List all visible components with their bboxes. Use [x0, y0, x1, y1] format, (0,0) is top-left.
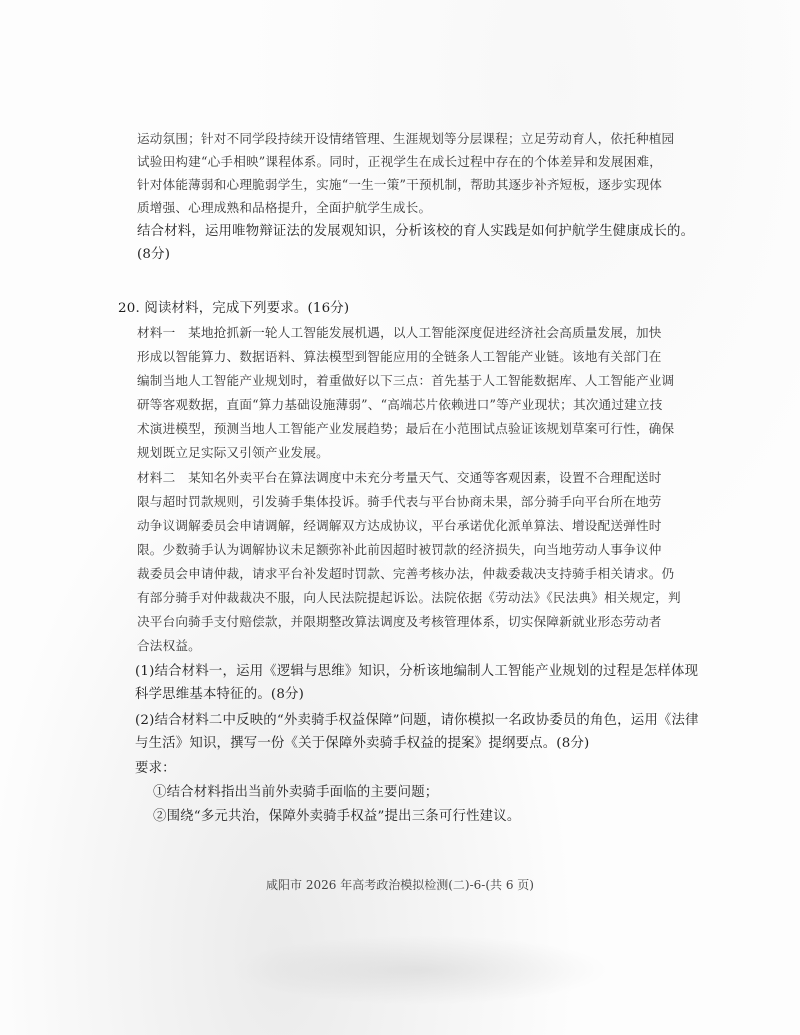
- requirement-item: ①结合材料指出当前外卖骑手面临的主要问题；: [153, 785, 439, 800]
- material1-line: 规划既立足实际又引领产业发展。: [137, 445, 329, 460]
- material2-line: 动争议调解委员会申请调解，经调解双方达成协议，平台承诺优化派单算法、增设配送弹性时: [137, 518, 662, 533]
- q20-2-line: 与生活》知识，撰写一份《关于保障外卖骑手权益的提案》提纲要点。(8分): [135, 736, 590, 751]
- requirement-item: ②围绕“多元共治，保障外卖骑手权益”提出三条可行性建议。: [153, 809, 521, 824]
- material2-line: 合法权益。: [137, 638, 201, 653]
- intro-line: 质增强、心理成熟和品格提升，全面护航学生成长。: [137, 200, 432, 215]
- requirements-label: 要求：: [135, 761, 176, 776]
- material1-line: 形成以智能算力、数据语料、算法模型到智能应用的全链条人工智能产业链。该地有关部门在: [137, 349, 662, 364]
- material2-line: 决平台向骑手支付赔偿款，并限期整改算法调度及考核管理体系，切实保障新就业形态劳动者: [137, 614, 662, 629]
- material2-line: 限。少数骑手认为调解协议未足额弥补此前因超时被罚款的经济损失，向当地劳动人事争议仲: [137, 542, 662, 557]
- scan-shadow: [230, 935, 610, 1005]
- material2-line: 材料二 某知名外卖平台在算法调度中未充分考量天气、交通等客观因素，设置不合理配送时: [137, 470, 662, 485]
- material1-line: 编制当地人工智能产业规划时，着重做好以下三点：首先基于人工智能数据库、人工智能产业调: [137, 373, 675, 388]
- material2-line: 裁委员会申请仲裁，请求平台补发超时罚款、完善考核办法，仲裁委裁决支持骑手相关请求。仍: [137, 566, 675, 581]
- page-footer: 咸阳市 2026 年高考政治模拟检测(二)-6-(共 6 页): [266, 878, 534, 892]
- material2-line: 有部分骑手对仲裁裁决不服，向人民法院提起诉讼。法院依据《劳动法》《民法典》相关规定，判: [137, 590, 681, 605]
- material2-line: 限与超时罚款规则，引发骑手集体投诉。骑手代表与平台协商未果，部分骑手向平台所在地劳: [137, 494, 662, 509]
- material1-line: 材料一 某地抢抓新一轮人工智能发展机遇，以人工智能深度促进经济社会高质量发展，加快: [137, 325, 662, 340]
- material1-line: 研等客观数据，直面“算力基础设施薄弱”、“高端芯片依赖进口”等产业现状；其次通过建立技: [137, 397, 663, 412]
- material1-line: 术演进模型，预测当地人工智能产业发展趋势；最后在小范围试点验证该规划草案可行性，确保: [137, 421, 675, 436]
- q19-prompt: 结合材料，运用唯物辩证法的发展观知识，分析该校的育人实践是如何护航学生健康成长的。: [137, 224, 695, 239]
- q20-title: 20. 阅读材料，完成下列要求。(16分): [118, 301, 350, 316]
- intro-line: 针对体能薄弱和心理脆弱学生，实施“一生一策”干预机制，帮助其逐步补齐短板，逐步实现体: [137, 177, 663, 192]
- q19-score: (8分): [137, 247, 171, 262]
- q20-1-line: (1)结合材料一，运用《逻辑与思维》知识，分析该地编制人工智能产业规划的过程是怎样体现: [135, 664, 699, 679]
- q20-1-line: 科学思维基本特征的。(8分): [135, 687, 305, 702]
- intro-line: 试验田构建“心手相映”课程体系。同时，正视学生在成长过程中存在的个体差异和发展困难，: [137, 154, 663, 169]
- intro-line: 运动氛围；针对不同学段持续开设情绪管理、生涯规划等分层课程；立足劳动育人，依托种植园: [137, 131, 675, 146]
- q20-2-line: (2)结合材料二中反映的“外卖骑手权益保障”问题，请你模拟一名政协委员的角色，运用《法律: [135, 713, 699, 728]
